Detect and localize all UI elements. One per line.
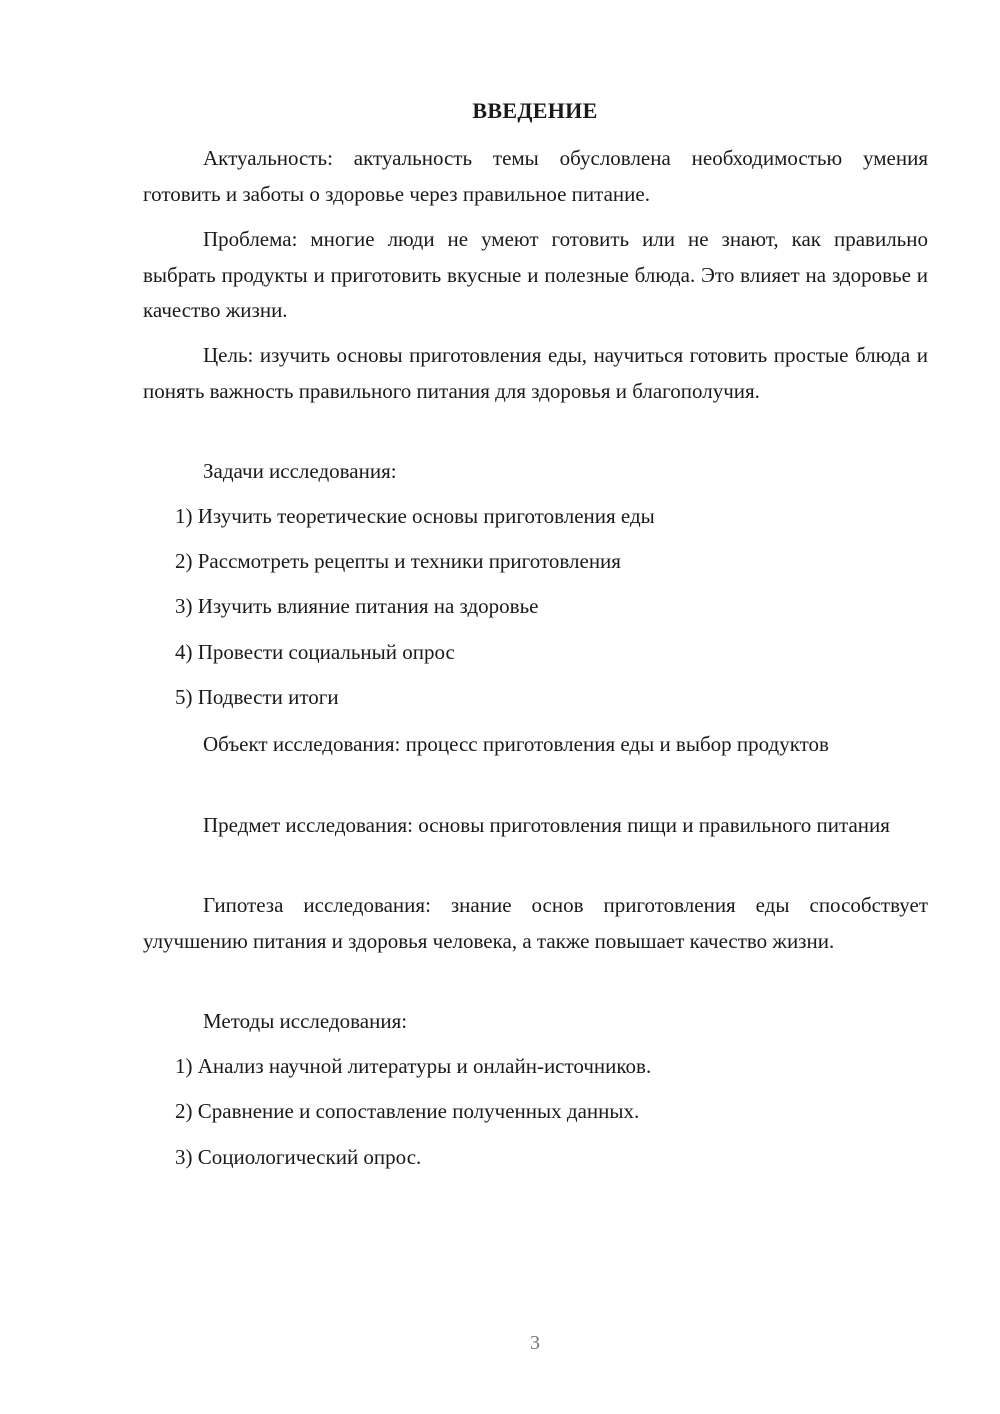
hypothesis-paragraph: Гипотеза исследования: знание основ приготовления еды способствует улучшению питания и здоровья человека, а также повышает качество жизни. — [143, 893, 928, 953]
page-number: 3 — [530, 1332, 540, 1354]
task-item-5: 5) Подвести итоги — [175, 685, 339, 709]
subject-paragraph: Предмет исследования: основы приготовления пищи и правильного питания — [203, 813, 890, 837]
page-title: ВВЕДЕНИЕ — [472, 98, 598, 123]
task-item-2: 2) Рассмотреть рецепты и техники приготовления — [175, 549, 621, 573]
problem-paragraph: Проблема: многие люди не умеют готовить или не знают, как правильно выбрать продукты и приготовить вкусные и полезные блюда. Это влияет на здоровье и качество жизни. — [143, 227, 928, 322]
methods-heading: Методы исследования: — [203, 1009, 408, 1033]
task-item-3: 3) Изучить влияние питания на здоровье — [175, 594, 539, 618]
task-item-1: 1) Изучить теоретические основы приготовления еды — [175, 504, 655, 528]
tasks-heading: Задачи исследования: — [203, 459, 397, 483]
method-item-2: 2) Сравнение и сопоставление полученных данных. — [175, 1099, 640, 1123]
method-item-3: 3) Социологический опрос. — [175, 1145, 422, 1169]
method-item-1: 1) Анализ научной литературы и онлайн-источников. — [175, 1054, 652, 1078]
object-paragraph: Объект исследования: процесс приготовления еды и выбор продуктов — [203, 732, 829, 756]
task-item-4: 4) Провести социальный опрос — [175, 640, 455, 664]
goal-paragraph: Цель: изучить основы приготовления еды, научиться готовить простые блюда и понять важность правильного питания для здоровья и благополучия. — [143, 343, 928, 403]
relevance-paragraph: Актуальность: актуальность темы обусловлена необходимостью умения готовить и заботы о здоровье через правильное питание. — [143, 146, 928, 206]
